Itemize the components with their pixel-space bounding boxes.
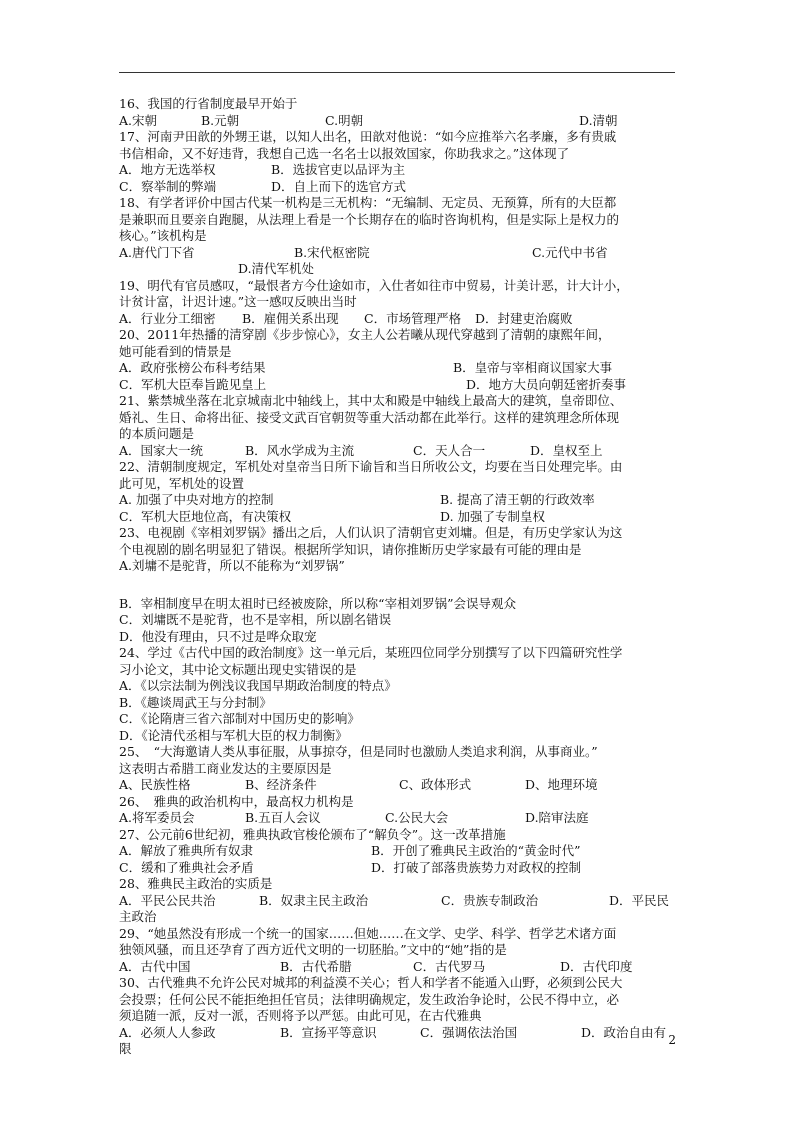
text-line: 独领风骚，而且还孕育了西方近代文明的一切胚胎。”文中的“她”指的是 <box>119 942 507 957</box>
answer-option: A．国家大一统 <box>119 442 204 458</box>
text-line: 这表明古希腊工商业发达的主要原因是 <box>119 760 332 776</box>
text-line: 19、明代有官员感叹，“最恨者方今仕途如市，入仕者如往市中贸易，计美计恶，计大计小， <box>119 277 629 293</box>
text-line: 29、“她虽然没有形成一个统一的国家……但她……在文学、史学、科学、哲学艺术诸方面 <box>119 925 617 941</box>
answer-option: B．雇佣关系出现 <box>242 310 339 326</box>
answer-option: B.元朝 <box>201 112 240 128</box>
text-line: C．刘墉既不是驼背，也不是宰相，所以剧名错误 <box>119 612 392 627</box>
option-row <box>119 893 679 910</box>
text-line: 28、雅典民主政治的实质是 <box>119 876 273 891</box>
answer-option: D．封建吏治腐败 <box>475 310 573 326</box>
text-line: 24、学过《古代中国的政治制度》这一单元后，某班四位同学分别撰写了以下四篇研究性学 <box>119 645 623 660</box>
answer-option: C．察举制的弊端 <box>119 178 217 194</box>
option-row <box>119 245 679 262</box>
option-row <box>119 261 679 278</box>
answer-option: B. 提高了清王朝的行政效率 <box>440 492 595 507</box>
answer-option: C.元代中书省 <box>532 244 608 260</box>
text-line: 核心。”该机构是 <box>119 228 207 243</box>
text-line: D．他没有理由，只不过是哗众取宠 <box>119 628 317 644</box>
answer-option: A．解放了雅典所有奴隶 <box>119 843 254 858</box>
answer-option: A．政府张榜公布科考结果 <box>119 360 266 375</box>
option-row <box>119 810 679 827</box>
answer-option: C．天人合一 <box>413 442 486 458</box>
text-line: 是兼职而且要亲自跑腿，从法理上看是一个长期存在的临时咨询机构，但是实际上是权力的 <box>119 211 620 227</box>
text-line: 婚礼、生日、命将出征、接受文武百官朝贺等重大活动都在此举行。这样的建筑理念所体现 <box>119 409 620 425</box>
text-line: 限 <box>119 1041 132 1056</box>
option-row <box>119 360 679 377</box>
answer-option: B.宋代枢密院 <box>294 244 370 260</box>
answer-option: B．皇帝与宰相商议国家大事 <box>453 360 613 375</box>
text-line: 此可见，军机处的设置 <box>119 475 245 491</box>
text-line: D．《论清代丞相与军机大臣的权力制衡》 <box>119 727 348 743</box>
answer-option: C．军机大臣奉旨跪见皇上 <box>119 376 267 392</box>
answer-option: B．选拔官吏以品评为主 <box>271 162 406 177</box>
answer-option: A．行业分工细密 <box>119 310 216 326</box>
option-row <box>119 179 679 196</box>
text-line: 书信相命，又不好违背，我想自己选一名名士以报效国家，你助我求之。”这体现了 <box>119 145 570 161</box>
answer-option: D.清朝 <box>579 112 618 128</box>
text-line: 17、河南尹田歆的外甥王谌，以知人出名，田歆对他说：“如今应推举六名孝廉，多有贵戚 <box>119 129 617 144</box>
answer-option: A.宋朝 <box>119 112 158 128</box>
text-line: 20、2011年热播的清穿剧《步步惊心》，女主人公若曦从现代穿越到了清朝的康熙年间， <box>119 327 611 342</box>
text-line: B．宰相制度早在明太祖时已经被废除，所以称“宰相刘罗锅”会误导观众 <box>119 595 516 611</box>
answer-option: D．打破了部落贵族势力对政权的控制 <box>371 859 582 875</box>
answer-option: B.五百人会议 <box>245 810 321 825</box>
text-line: 个电视剧的剧名明显犯了错误。根据所学知识，请你推断历史学家最有可能的理由是 <box>119 541 582 557</box>
answer-option: A.将军委员会 <box>119 810 195 825</box>
option-row <box>119 959 679 976</box>
answer-option: B．奴隶主民主政治 <box>259 892 369 908</box>
answer-option: C．古代罗马 <box>413 958 486 974</box>
option-row <box>119 311 679 328</box>
answer-option: A．地方无选举权 <box>119 162 216 177</box>
answer-option: C．市场管理严格 <box>364 310 462 326</box>
option-row <box>119 443 679 460</box>
exam-questions <box>119 96 679 1058</box>
option-row <box>119 843 679 860</box>
answer-option: B．开创了雅典民主政治的“黄金时代” <box>371 843 581 858</box>
option-row <box>119 113 679 130</box>
text-line: 26、 雅典的政治机构中，最高权力机构是 <box>119 793 354 809</box>
blank-line <box>119 575 679 596</box>
answer-option: D.陪审法庭 <box>525 810 589 825</box>
header-rule <box>119 72 675 73</box>
text-line: 22、清朝制度规定，军机处对皇帝当日所下谕旨和当日所收公文，均要在当日处理完毕。由 <box>119 459 623 474</box>
page-number: 2 <box>668 1033 676 1047</box>
answer-option: A．平民公民共治 <box>119 892 216 908</box>
answer-option: D．平民民 <box>609 892 670 908</box>
text-line: 16、我国的行省制度最早开始于 <box>119 96 298 111</box>
text-line: 她可能看到的情景是 <box>119 343 232 359</box>
option-row <box>119 492 679 509</box>
answer-option: D．政治自由有 <box>581 1024 667 1040</box>
answer-option: B．古代希腊 <box>280 958 352 974</box>
answer-option: A.唐代门下省 <box>119 244 195 260</box>
text-line: 会投票；任何公民不能拒绝担任官员；法律明确规定，发生政治争论时，公民不得中立，必 <box>119 991 620 1007</box>
answer-option: A．必须人人参政 <box>119 1024 216 1040</box>
answer-option: D. 加强了专制皇权 <box>440 508 546 524</box>
option-row <box>119 860 679 877</box>
text-line: 主政治 <box>119 909 157 924</box>
answer-option: D.清代军机处 <box>238 261 315 276</box>
option-row <box>119 162 679 179</box>
answer-option: A．古代中国 <box>119 958 191 974</box>
answer-option: D．自上而下的选官方式 <box>271 178 407 194</box>
answer-option: C.公民大会 <box>385 810 449 825</box>
option-row <box>119 1025 679 1042</box>
text-line: 25、 “大海邀请人类从事征服，从事掠夺，但是同时也激励人类追求利润，从事商业。” <box>119 744 598 759</box>
text-line: 30、古代雅典不允许公民对城邦的利益漠不关心；哲人和学者不能遁入山野，必须到公民大 <box>119 975 623 990</box>
answer-option: A. 加强了中央对地方的控制 <box>119 492 274 507</box>
answer-option: D、地理环境 <box>525 777 598 792</box>
text-line: 习小论文，其中论文标题出现史实错误的是 <box>119 661 357 677</box>
answer-option: D．皇权至上 <box>530 442 603 458</box>
answer-option: C．贵族专制政治 <box>441 892 539 908</box>
answer-option: B．宣扬平等意识 <box>280 1024 377 1040</box>
text-line: 18、有学者评价中国古代某一机构是三无机构：“无编制、无定员、无预算，所有的大臣都 <box>119 195 617 210</box>
answer-option: B．风水学成为主流 <box>245 442 355 458</box>
option-row <box>119 509 679 526</box>
option-row <box>119 777 679 794</box>
text-line: A.刘墉不是驼背，所以不能称为“刘罗锅” <box>119 558 345 573</box>
answer-option: A、民族性格 <box>119 777 191 792</box>
answer-option: C．军机大臣地位高，有决策权 <box>119 508 292 524</box>
text-line: 的本质问题是 <box>119 426 195 441</box>
option-row <box>119 377 679 394</box>
answer-option: D．古代印度 <box>560 958 633 974</box>
text-line: 27、公元前6世纪初，雅典执政官梭伦颁布了“解负令”。这一改革措施 <box>119 826 506 842</box>
text-line: B．《趣谈周武王与分封制》 <box>119 694 272 710</box>
text-line: 须追随一派，反对一派，否则将予以严惩。由此可见，在古代雅典 <box>119 1008 482 1023</box>
text-line: 21、紫禁城坐落在北京城南北中轴线上，其中太和殿是中轴线上最高大的建筑，皇帝即位、 <box>119 393 623 408</box>
answer-option: C．缓和了雅典社会矛盾 <box>119 859 254 875</box>
text-line: A．《以宗法制为例浅议我国早期政治制度的特点》 <box>119 678 397 693</box>
answer-option: C.明朝 <box>325 112 364 128</box>
answer-option: B、经济条件 <box>245 777 317 792</box>
text-line: 23、电视剧《宰相刘罗锅》播出之后，人们认识了清朝官吏刘墉。但是，有历史学家认为这 <box>119 525 623 540</box>
answer-option: C．强调依法治国 <box>420 1024 518 1040</box>
answer-option: D．地方大员向朝廷密折奏事 <box>466 376 627 392</box>
text-line: C．《论隋唐三省六部制对中国历史的影响》 <box>119 711 360 726</box>
answer-option: C、政体形式 <box>399 777 472 792</box>
text-line: 计贫计富，计迟计速。”这一感叹反映出当时 <box>119 294 357 309</box>
